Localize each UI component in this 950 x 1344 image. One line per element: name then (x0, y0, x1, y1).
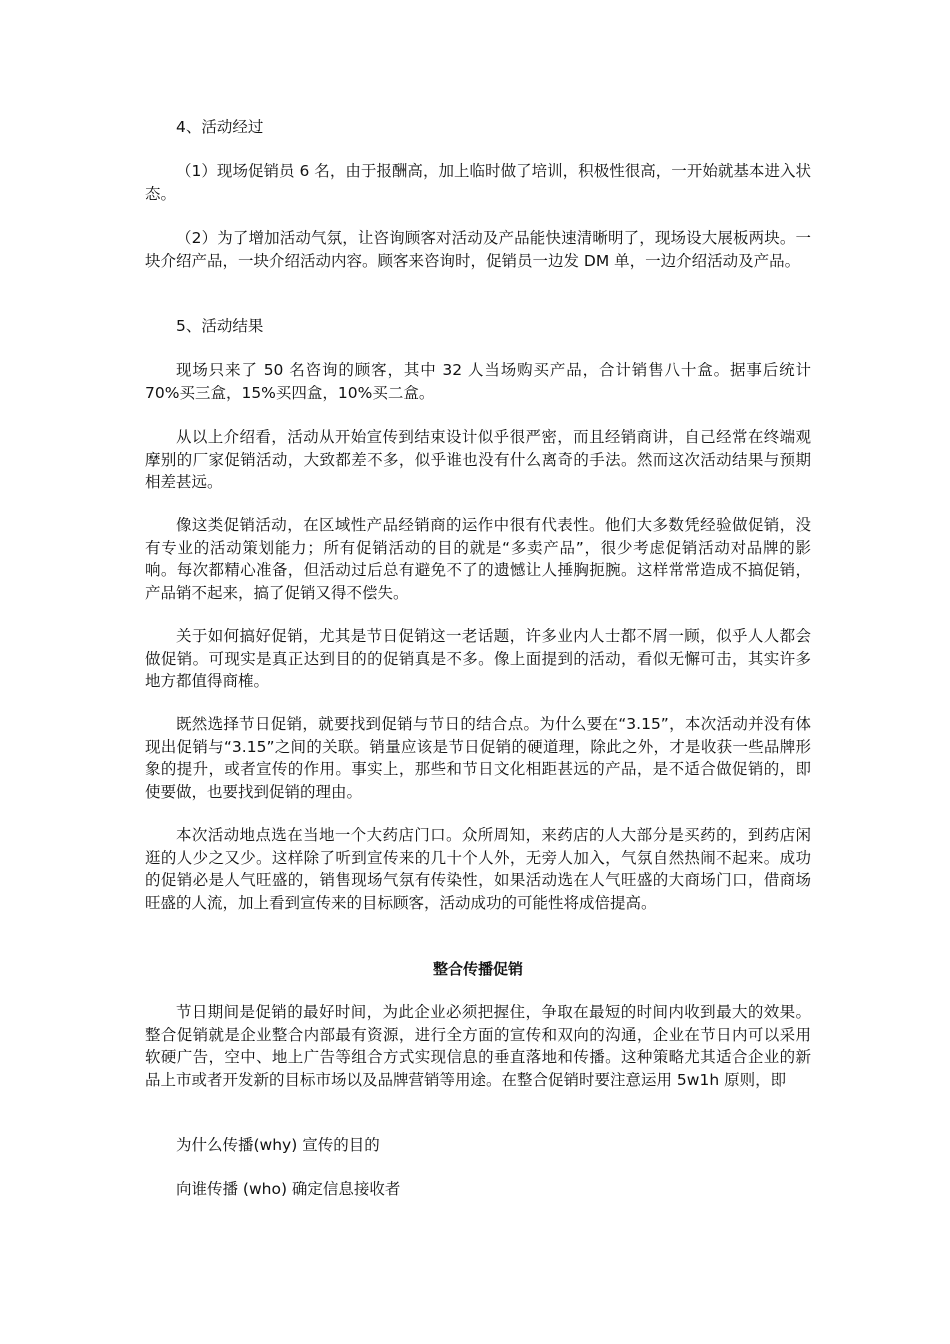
list-item-why: 为什么传播(why) 宣传的目的 (176, 1136, 380, 1154)
heading-activity-process: 4、活动经过 (176, 118, 264, 136)
paragraph-315-link: 既然选择节日促销，就要找到促销与节日的结合点。为什么要在“3.15”，本次活动并没有体现出促销与“3.15”之间的关联。销量应该是节日促销的硬道理，除此之外，才是收获一些品牌形象的提升，或者宣传的作用。事实上，那些和节日文化相距甚远的产品，是不适合做促销的，即使要做，也要找到促销的理由。 (145, 715, 811, 801)
paragraph-regional-promotion: 像这类促销活动，在区域性产品经销商的运作中很有代表性。他们大多数凭经验做促销，没有专业的活动策划能力；所有促销活动的目的就是“多卖产品”，很少考虑促销活动对品牌的影响。每次都精心准备，但活动过后总有避免不了的遗憾让人捶胸扼腕。这样常常造成不搞促销，产品销不起来，搞了促销又得不偿失。 (145, 516, 811, 602)
paragraph-analysis-intro: 从以上介绍看，活动从开始宣传到结束设计似乎很严密，而且经销商讲，自己经常在终端观摩别的厂家促销活动，大致都差不多，似乎谁也没有什么离奇的手法。然而这次活动结果与预期相差甚远。 (145, 428, 811, 491)
paragraph-holiday-promotion: 关于如何搞好促销，尤其是节日促销这一老话题，许多业内人士都不屑一顾，似乎人人都会做促销。可现实是真正达到目的的促销真是不多。像上面提到的活动，看似无懈可击，其实许多地方都值得商榷。 (145, 627, 811, 690)
paragraph-sales-results: 现场只来了 50 名咨询的顾客，其中 32 人当场购买产品，合计销售八十盒。据事后统计 70%买三盒，15%买四盒，10%买二盒。 (145, 361, 811, 402)
section-title: 整合传播促销 (432, 960, 523, 978)
paragraph-promoters: （1）现场促销员 6 名，由于报酬高，加上临时做了培训，积极性很高，一开始就基本进入状态。 (145, 162, 811, 203)
heading-activity-results: 5、活动结果 (176, 317, 264, 335)
list-item-who: 向谁传播 (who) 确定信息接收者 (176, 1180, 401, 1198)
paragraph-display-boards: （2）为了增加活动气氛，让咨询顾客对活动及产品能快速清晰明了，现场设大展板两块。一块介绍产品，一块介绍活动内容。顾客来咨询时，促销员一边发 DM 单，一边介绍活动及产品。 (145, 229, 811, 270)
paragraph-location: 本次活动地点选在当地一个大药店门口。众所周知，来药店的人大部分是买药的，到药店闲逛的人少之又少。这样除了听到宣传来的几十个人外，无旁人加入，气氛自然热闹不起来。成功的促销必是人气旺盛的，销售现场气氛有传染性，如果活动选在人气旺盛的大商场门口，借商场旺盛的人流，加上看到宣传来的目标顾客，活动成功的可能性将成倍提高。 (145, 826, 811, 912)
paragraph-integrated-promotion: 节日期间是促销的最好时间，为此企业必须把握住，争取在最短的时间内收到最大的效果。整合促销就是企业整合内部最有资源，进行全方面的宣传和双向的沟通，企业在节日内可以采用软硬广告，空中、地上广告等组合方式实现信息的垂直落地和传播。这种策略尤其适合企业的新品上市或者开发新的目标市场以及品牌营销等用途。在整合促销时要注意运用 5w1h 原则，即 (145, 1003, 811, 1089)
